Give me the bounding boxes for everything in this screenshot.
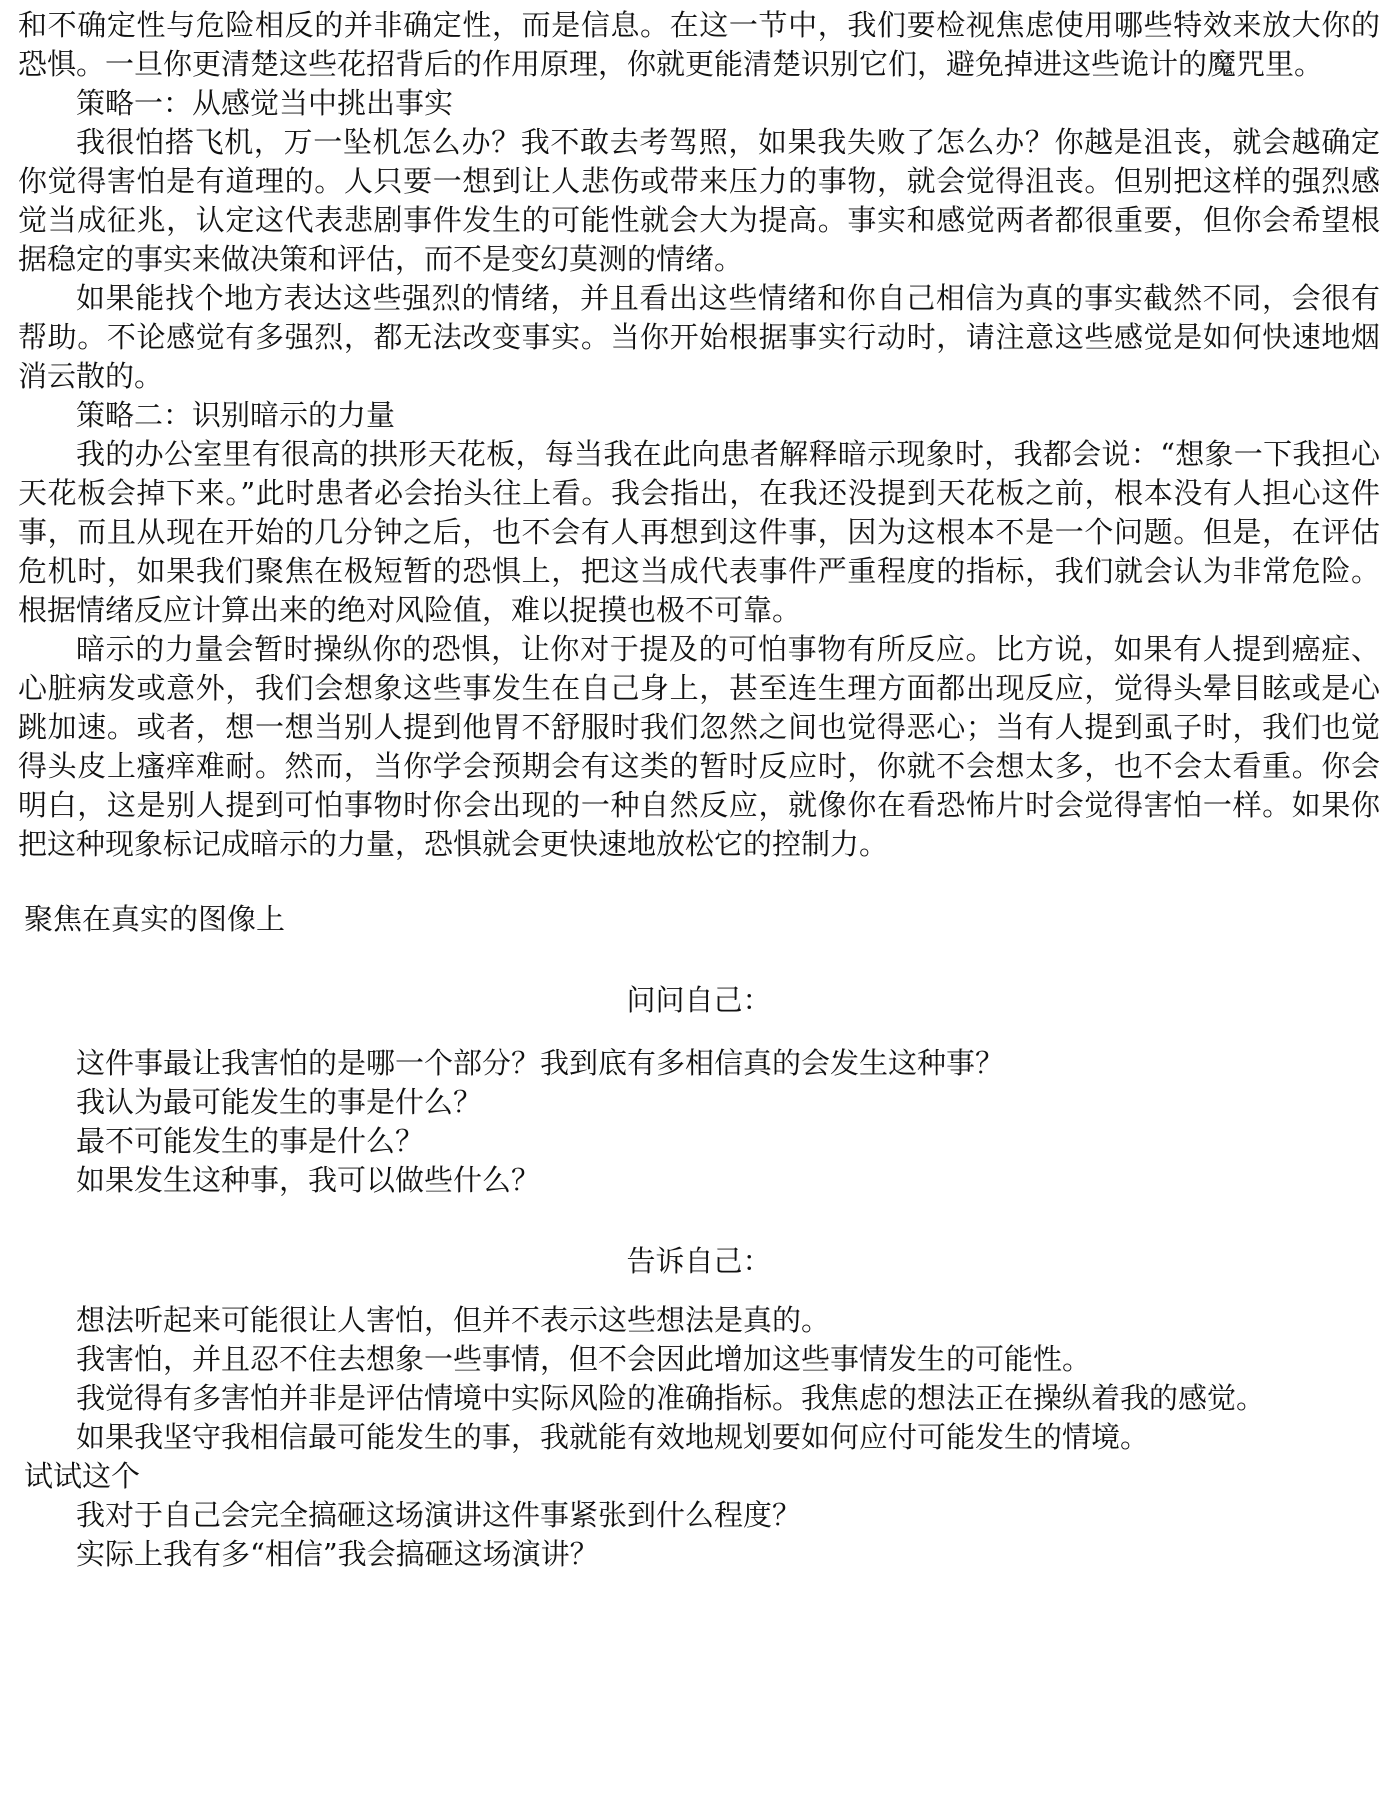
tell-yourself-heading: 告诉自己：: [626, 1244, 772, 1278]
list-item: 如果发生这种事，我可以做些什么？: [76, 1163, 541, 1197]
strategy-2-paragraph-1: 我的办公室里有很高的拱形天花板，每当我在此向患者解释暗示现象时，我都会说：“想象一下我担心天花板会掉下来。”此时患者必会抬头往上看。我会指出，在我还没提到天花板之前，根本没有人担心这件事，而且从现在开始的几分钟之后，也不会有人再想到这件事，因为这根本不是一个问题。但是，在评估危机时，如果我们聚焦在极短暂的恐惧上，把这当成代表事件严重程度的指标，我们就会认为非常危险。根据情绪反应计算出来的绝对风险值，难以捉摸也极不可靠。: [18, 437, 1380, 627]
list-item: 我害怕，并且忍不住去想象一些事情，但不会因此增加这些事情发生的可能性。: [76, 1342, 1092, 1376]
document-page: [18, 6, 1380, 1574]
list-item: 这件事最让我害怕的是哪一个部分？我到底有多相信真的会发生这种事？: [76, 1046, 1005, 1080]
list-item: 我对于自己会完全搞砸这场演讲这件事紧张到什么程度？: [76, 1498, 802, 1532]
focus-section-heading: 聚焦在真实的图像上: [24, 902, 286, 936]
try-this-heading: 试试这个: [24, 1459, 141, 1493]
try-this-list: [18, 1496, 1380, 1574]
ask-yourself-list: [18, 1044, 1380, 1200]
strategy-1-paragraph-1: 我很怕搭飞机，万一坠机怎么办？我不敢去考驾照，如果我失败了怎么办？你越是沮丧，就会越确定你觉得害怕是有道理的。人只要一想到让人悲伤或带来压力的事物，就会觉得沮丧。但别把这样的强烈感觉当成征兆，认定这代表悲剧事件发生的可能性就会大为提高。事实和感觉两者都很重要，但你会希望根据稳定的事实来做决策和评估，而不是变幻莫测的情绪。: [18, 125, 1380, 276]
strategy-2-heading: 策略二：识别暗示的力量: [76, 398, 396, 432]
strategy-2-paragraph-2: 暗示的力量会暂时操纵你的恐惧，让你对于提及的可怕事物有所反应。比方说，如果有人提到癌症、心脏病发或意外，我们会想象这些事发生在自己身上，甚至连生理方面都出现反应，觉得头晕目眩或是心跳加速。或者，想一想当别人提到他胃不舒服时我们忽然之间也觉得恶心；当有人提到虱子时，我们也觉得头皮上瘙痒难耐。然而，当你学会预期会有这类的暂时反应时，你就不会想太多，也不会太看重。你会明白，这是别人提到可怕事物时你会出现的一种自然反应，就像你在看恐怖片时会觉得害怕一样。如果你把这种现象标记成暗示的力量，恐惧就会更快速地放松它的控制力。: [18, 632, 1380, 861]
intro-paragraph: 和不确定性与危险相反的并非确定性，而是信息。在这一节中，我们要检视焦虑使用哪些特效来放大你的恐惧。一旦你更清楚这些花招背后的作用原理，你就更能清楚识别它们，避免掉进这些诡计的魔咒里。: [18, 8, 1380, 81]
list-item: 我觉得有多害怕并非是评估情境中实际风险的准确指标。我焦虑的想法正在操纵着我的感觉。: [76, 1381, 1266, 1415]
list-item: 如果我坚守我相信最可能发生的事，我就能有效地规划要如何应付可能发生的情境。: [76, 1420, 1150, 1454]
list-item: 想法听起来可能很让人害怕，但并不表示这些想法是真的。: [76, 1303, 831, 1337]
list-item: 最不可能发生的事是什么？: [76, 1124, 425, 1158]
ask-yourself-heading: 问问自己：: [626, 983, 772, 1017]
strategy-1-paragraph-2: 如果能找个地方表达这些强烈的情绪，并且看出这些情绪和你自己相信为真的事实截然不同，会很有帮助。不论感觉有多强烈，都无法改变事实。当你开始根据事实行动时，请注意这些感觉是如何快速地烟消云散的。: [18, 281, 1380, 393]
tell-yourself-list: [18, 1301, 1380, 1457]
list-item: 我认为最可能发生的事是什么？: [76, 1085, 483, 1119]
list-item: 实际上我有多“相信”我会搞砸这场演讲？: [76, 1537, 599, 1571]
strategy-1-heading: 策略一：从感觉当中挑出事实: [76, 86, 454, 120]
